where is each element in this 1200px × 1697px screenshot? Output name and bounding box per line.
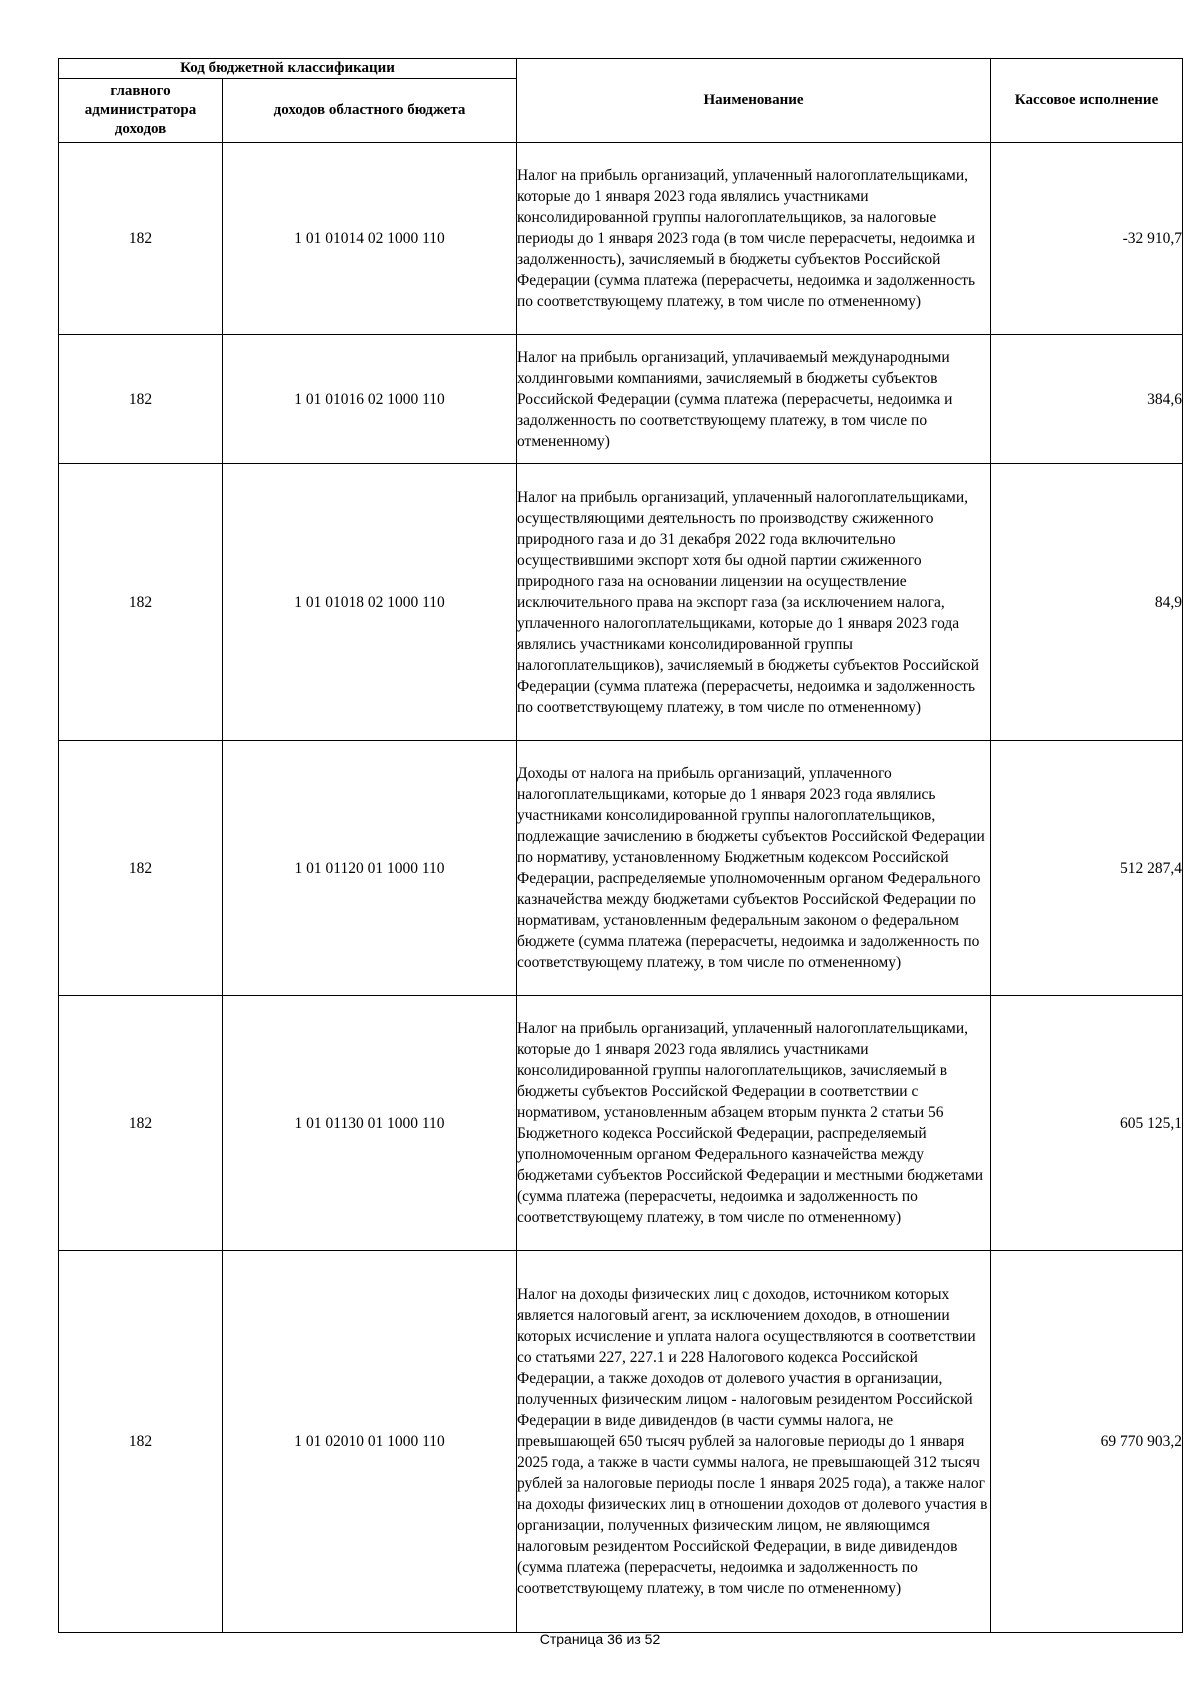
revenue-code-cell: 1 01 01016 02 1000 110 <box>223 335 517 464</box>
admin-code-cell: 182 <box>59 464 223 741</box>
revenue-name-cell: Налог на прибыль организаций, уплачиваемый международными холдинговыми компаниями, зачисляемый в бюджеты субъектов Российской Федерации (сумма платежа (перерасчеты, недоимка и задолженность по соответствующему платежу, в том числе по отмененному) <box>517 335 991 464</box>
revenue-name-cell: Налог на прибыль организаций, уплаченный налогоплательщиками, которые до 1 января 2023 года являлись участниками консолидированной группы налогоплательщиков, за налоговые периоды до 1 января 2023 года (в том числе перерасчеты, недоимка и задолженность), зачисляемый в бюджеты субъектов Российской Федерации (сумма платежа (перерасчеты, недоимка и задолженность по соответствующему платежу, в том числе по отмененному) <box>517 143 991 335</box>
table-row <box>59 741 1183 996</box>
revenue-code-cell: 1 01 01014 02 1000 110 <box>223 143 517 335</box>
admin-code-cell: 182 <box>59 1251 223 1633</box>
admin-code-cell: 182 <box>59 741 223 996</box>
admin-column-header: главного администратора доходов <box>59 79 223 143</box>
amount-cell: -32 910,7 <box>991 143 1183 335</box>
table-row <box>59 335 1183 464</box>
amount-cell: 384,6 <box>991 335 1183 464</box>
revenue-name-cell: Налог на прибыль организаций, уплаченный налогоплательщиками, которые до 1 января 2023 года являлись участниками консолидированной группы налогоплательщиков, зачисляемый в бюджеты субъектов Российской Федерации в соответствии с нормативом, установленным абзацем вторым пункта 2 статьи 56 Бюджетного кодекса Российской Федерации, распределяемый уполномоченным органом Федерального казначейства между бюджетами субъектов Российской Федерации и местными бюджетами (сумма платежа (перерасчеты, недоимка и задолженность по соответствующему платежу, в том числе по отмененному) <box>517 996 991 1251</box>
admin-code-cell: 182 <box>59 996 223 1251</box>
amount-cell: 84,9 <box>991 464 1183 741</box>
revenue-code-cell: 1 01 01018 02 1000 110 <box>223 464 517 741</box>
admin-code-cell: 182 <box>59 143 223 335</box>
table-row <box>59 464 1183 741</box>
table-row <box>59 996 1183 1251</box>
table-row <box>59 1251 1183 1633</box>
budget-revenue-table <box>58 58 1183 1633</box>
name-column-header: Наименование <box>517 59 991 143</box>
table-row <box>59 143 1183 335</box>
amount-cell: 605 125,1 <box>991 996 1183 1251</box>
revenue-code-cell: 1 01 02010 01 1000 110 <box>223 1251 517 1633</box>
revenue-name-cell: Налог на доходы физических лиц с доходов, источником которых является налоговый агент, за исключением доходов, в отношении которых исчисление и уплата налога осуществляются в соответствии со статьями 227, 227.1 и 228 Налогового кодекса Российской Федерации, а также доходов от долевого участия в организации, полученных физическим лицом - налоговым резидентом Российской Федерации в виде дивидендов (в части суммы налога, не превышающей 650 тысяч рублей за налоговые периоды до 1 января 2025 года, а также в части суммы налога, не превышающей 312 тысяч рублей за налоговые периоды после 1 января 2025 года), а также налог на доходы физических лиц в отношении доходов от долевого участия в организации, полученных физическим лицом, не являющимся налоговым резидентом Российской Федерации, в виде дивидендов (сумма платежа (перерасчеты, недоимка и задолженность по соответствующему платежу, в том числе по отмененному) <box>517 1251 991 1633</box>
revenue-name-cell: Доходы от налога на прибыль организаций, уплаченного налогоплательщиками, которые до 1 января 2023 года являлись участниками консолидированной группы налогоплательщиков, подлежащие зачислению в бюджеты субъектов Российской Федерации по нормативу, установленному Бюджетным кодексом Российской Федерации, распределяемые уполномоченным органом Федерального казначейства между бюджетами субъектов Российской Федерации по нормативам, установленным федеральным законом о федеральном бюджете (сумма платежа (перерасчеты, недоимка и задолженность по соответствующему платежу, в том числе по отмененному) <box>517 741 991 996</box>
amount-column-header: Кассовое исполнение <box>991 59 1183 143</box>
budget-classification-header: Код бюджетной классификации <box>59 59 517 79</box>
amount-cell: 69 770 903,2 <box>991 1251 1183 1633</box>
revenue-name-cell: Налог на прибыль организаций, уплаченный налогоплательщиками, осуществляющими деятельность по производству сжиженного природного газа и до 31 декабря 2022 года включительно осуществившими экспорт хотя бы одной партии сжиженного природного газа на основании лицензии на осуществление исключительного права на экспорт газа (за исключением налога, уплаченного налогоплательщиками, которые до 1 января 2023 года являлись участниками консолидированной группы налогоплательщиков), зачисляемый в бюджеты субъектов Российской Федерации (сумма платежа (перерасчеты, недоимка и задолженность по соответствующему платежу, в том числе по отмененному) <box>517 464 991 741</box>
admin-code-cell: 182 <box>59 335 223 464</box>
page-number: Страница 36 из 52 <box>539 1631 661 1647</box>
amount-cell: 512 287,4 <box>991 741 1183 996</box>
revenue-code-cell: 1 01 01120 01 1000 110 <box>223 741 517 996</box>
revenue-code-cell: 1 01 01130 01 1000 110 <box>223 996 517 1251</box>
code-column-header: доходов областного бюджета <box>223 79 517 143</box>
